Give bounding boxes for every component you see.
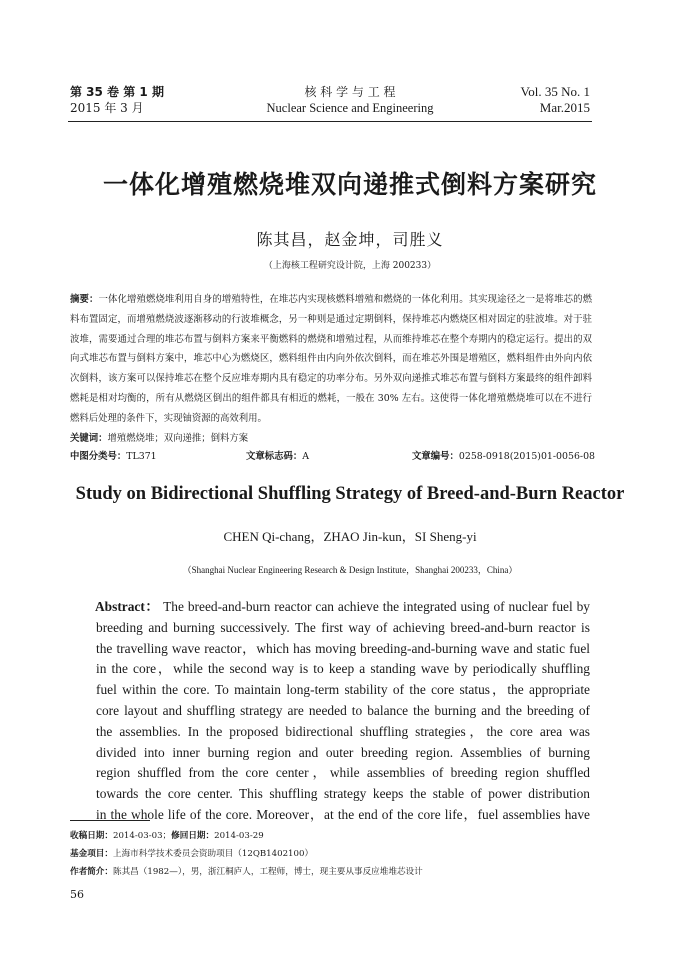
article-title-cn: 一体化增殖燃烧堆双向递推式倒料方案研究: [102, 170, 597, 199]
abstract-en: [96, 597, 590, 826]
volume-issue-en: Vol. 35 No. 1: [520, 84, 590, 99]
abstract-cn-text: 一体化增殖燃烧堆利用自身的增殖特性，在堆芯内实现核燃料增殖和燃烧的一体化利用。其实现途径之一是将堆芯的燃料布置固定，而增殖燃烧波逐渐移动的行波堆概念，另一种则是通过定期倒料，保持堆芯内燃烧区相对固定的驻波堆。对于驻波堆，需要通过合理的堆芯布置与倒料方案来平衡燃料的燃烧和增殖过程，从而维持堆芯在整个寿期内的稳定运行。提出的双向式堆芯布置与倒料方案中，堆芯中心为燃烧区，燃料组件由内向外依次倒料，而在堆芯外围是增殖区，燃料组件由外向内依次倒料，该方案可以保持堆芯在整个反应堆寿期内具有稳定的功率分布。另外双向递推式堆芯布置与倒料方案最终的组件卸料燃耗是相对均衡的，所有从燃烧区倒出的组件都具有相近的燃耗，一般在 30% 左右。这使得一体化增殖燃烧堆可以在不进行燃料后处理的条件下，实现铀资源的高效利用。: [70, 294, 592, 424]
affiliation-en: （Shanghai Nuclear Engineering Research & Design Institute，Shanghai 200233，China）: [182, 565, 518, 575]
received-label: 收稿日期：: [70, 831, 113, 841]
footnote-fund: [70, 846, 313, 862]
article-title-en: Study on Bidirectional Shuffling Strategy of Breed-and-Burn Reactor: [75, 484, 625, 504]
abstract-en-line: towards the core center. This shuffling strategy keeps the stable of power distribution: [96, 786, 590, 802]
revised-date: 2014-03-29: [214, 831, 264, 841]
abstract-en-line: breeding and burning successively. The first way of achieving breed-and-burn reactor is: [96, 619, 590, 635]
clc-label: 中图分类号：: [70, 451, 127, 462]
fund-text: 上海市科学技术委员会资助项目（12QB1402100）: [112, 849, 314, 859]
keywords-cn-text: 增殖燃烧堆；双向递推；倒料方案: [107, 433, 249, 444]
header-rule: [68, 121, 592, 122]
clc-number: [70, 449, 157, 465]
abstract-en-line: core layout and shuffling strategy are needed to balance the burning and the breeding of: [96, 702, 590, 718]
footnote-dates: [70, 828, 264, 844]
footnote-rule: [70, 820, 150, 821]
issue-date-en: Mar.2015: [539, 100, 590, 115]
keywords-cn: [70, 431, 248, 447]
abstract-en-text: The breed-and-burn reactor can achieve the integrated using of nuclear fuel by: [163, 599, 590, 614]
abstract-en-label: Abstract：: [95, 599, 160, 614]
journal-name-cn: 核 科 学 与 工 程: [304, 85, 396, 99]
abstract-en-line: fuel within the core. To maintain long-term stability of the core status，the appropriate: [96, 682, 590, 698]
abstract-en-line: the travelling wave reactor，which has moving breeding-and-burning wave and static fuel: [96, 640, 590, 656]
article-number: [412, 449, 595, 465]
received-date: 2014-03-03；: [112, 831, 172, 841]
article-number-value: 0258-0918(2015)01-0056-08: [458, 451, 596, 462]
abstract-en-line: region shuffled from the core center，while assemblies of breeding region shuffled: [96, 765, 590, 781]
bio-label: 作者简介：: [70, 867, 113, 877]
affiliation-cn: （上海核工程研究设计院，上海 200233）: [263, 261, 437, 271]
journal-name-en: Nuclear Science and Engineering: [266, 101, 434, 115]
abstract-en-line: in the core，while the second way is to keep a standing wave by periodically shuffling: [96, 661, 590, 677]
abstract-en-line: [95, 597, 590, 618]
clc-value: TL371: [126, 451, 157, 462]
running-header-right: [521, 84, 590, 116]
document-code-label: 文章标志码：: [246, 451, 303, 462]
keywords-cn-label: 关键词：: [70, 433, 108, 444]
abstract-en-line: the assemblies. In the proposed bidirectional shuffling strategies，the core area was: [96, 723, 590, 739]
abstract-cn-label: 摘要：: [70, 294, 99, 305]
abstract-en-line: in the whole life of the core. Moreover，at the end of the core life，fuel assemblies have: [96, 806, 590, 822]
article-number-label: 文章编号：: [412, 451, 459, 462]
issue-date: 2015 年 3 月: [70, 101, 144, 115]
revised-label: 修回日期：: [171, 831, 215, 841]
document-code-value: A: [302, 451, 310, 462]
volume-issue: 第 35 卷 第 1 期: [70, 85, 164, 99]
running-header-center: [0, 84, 700, 116]
abstract-en-line: divided into inner burning region and outer breeding region. Assemblies of burning: [96, 744, 590, 760]
page-number: 56: [70, 888, 84, 901]
footnote-bio: [70, 864, 423, 880]
abstract-cn: [70, 290, 592, 429]
authors-cn: 陈其昌，赵金坤，司胜义: [256, 230, 444, 249]
authors-en: CHEN Qi-chang，ZHAO Jin-kun，SI Sheng-yi: [223, 529, 477, 544]
document-code: [246, 449, 309, 465]
fund-label: 基金项目：: [70, 849, 113, 859]
bio-text: 陈其昌（1982—），男，浙江桐庐人，工程师，博士，现主要从事反应堆堆芯设计: [112, 867, 423, 877]
